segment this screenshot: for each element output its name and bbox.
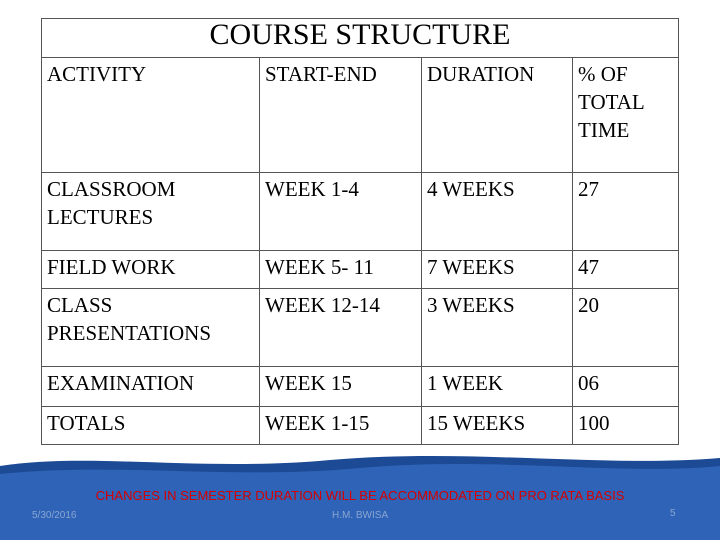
cell-activity: CLASSROOM LECTURES [42, 173, 260, 251]
cell-duration: 1 WEEK [422, 367, 573, 407]
cell-start-end: WEEK 1-15 [260, 407, 422, 445]
cell-percent: 47 [573, 251, 679, 289]
table-row [42, 407, 679, 445]
slide-number: 5 [670, 508, 676, 519]
cell-activity: FIELD WORK [42, 251, 260, 289]
cell-start-end: WEEK 15 [260, 367, 422, 407]
table-header-row [42, 58, 679, 173]
table-title: COURSE STRUCTURE [42, 19, 679, 58]
pro-rata-note: CHANGES IN SEMESTER DURATION WILL BE ACCOMMODATED ON PRO RATA BASIS [95, 488, 625, 503]
table-row [42, 367, 679, 407]
cell-percent: 20 [573, 289, 679, 367]
cell-start-end: WEEK 5- 11 [260, 251, 422, 289]
header-duration: DURATION [422, 58, 573, 173]
header-percent-time: % OF TOTAL TIME [573, 58, 679, 173]
table-row [42, 289, 679, 367]
cell-activity: CLASS PRESENTATIONS [42, 289, 260, 367]
header-activity: ACTIVITY [42, 58, 260, 173]
header-start-end: START-END [260, 58, 422, 173]
cell-percent: 06 [573, 367, 679, 407]
cell-percent: 100 [573, 407, 679, 445]
cell-start-end: WEEK 1-4 [260, 173, 422, 251]
footer-author: H.M. BWISA [332, 510, 389, 521]
course-structure-table [41, 18, 679, 445]
cell-duration: 15 WEEKS [422, 407, 573, 445]
cell-duration: 3 WEEKS [422, 289, 573, 367]
cell-duration: 7 WEEKS [422, 251, 573, 289]
table-title-row [42, 19, 679, 58]
cell-activity: TOTALS [42, 407, 260, 445]
cell-percent: 27 [573, 173, 679, 251]
cell-duration: 4 WEEKS [422, 173, 573, 251]
table-row [42, 251, 679, 289]
cell-start-end: WEEK 12-14 [260, 289, 422, 367]
table-row [42, 173, 679, 251]
footer-date: 5/30/2016 [32, 510, 77, 521]
cell-activity: EXAMINATION [42, 367, 260, 407]
